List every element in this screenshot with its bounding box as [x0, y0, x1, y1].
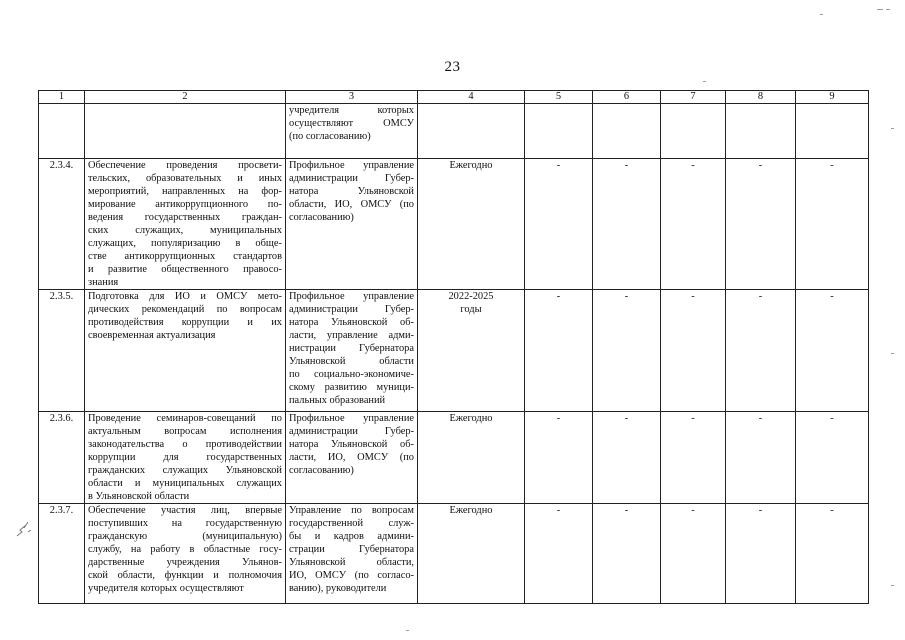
execution-term [418, 159, 525, 290]
responsible-executor-line: осуществляют ОМСУ [289, 118, 414, 129]
header-cell: 1 [39, 91, 85, 104]
header-cell: 3 [286, 91, 418, 104]
table-body [39, 104, 869, 604]
responsible-executor-line: натора Ульяновской об- [289, 317, 414, 328]
measure-description-line: стве антикоррупционных стандартов [88, 251, 282, 262]
measure-description-line: гражданскую (муниципальную) [88, 531, 282, 542]
header-cell: 8 [726, 91, 796, 104]
responsible-executor [286, 504, 418, 604]
responsible-executor-line: Профильное управление [289, 160, 414, 171]
measure-description [85, 290, 286, 412]
measure-description-line: тельских, образовательных и иных [88, 173, 282, 184]
responsible-executor-line: (по согласованию) [289, 131, 371, 142]
measure-description-line: законодательства о противодействии [88, 439, 282, 450]
item-number: 2.3.6. [39, 412, 85, 504]
value-cell: - [525, 290, 593, 412]
measure-description-line: дических рекомендаций по вопросам [88, 304, 282, 315]
responsible-executor-line: государственной служ- [289, 518, 414, 529]
value-cell: - [796, 290, 869, 412]
measure-description-line: служащих, популяризацию в обще- [88, 238, 282, 249]
item-number: 2.3.4. [39, 159, 85, 290]
responsible-executor [286, 159, 418, 290]
value-cell [525, 104, 593, 159]
measure-description-line: учредителя которых осуществляют [88, 583, 244, 594]
responsible-executor-line: ванию), руководители [289, 583, 387, 594]
value-cell: - [726, 504, 796, 604]
measure-description-line: знания [88, 277, 119, 288]
scan-speck [886, 9, 890, 10]
measures-table [38, 90, 869, 604]
responsible-executor-line: Ульяновской области [289, 356, 414, 367]
execution-term [418, 290, 525, 412]
responsible-executor-line: ласти, ИО, ОМСУ (по [289, 452, 414, 463]
value-cell: - [593, 504, 661, 604]
measure-description-line: мирование антикоррупционного по- [88, 199, 282, 210]
value-cell: - [661, 412, 726, 504]
measure-description-line: службу, на работу в областные госу- [88, 544, 282, 555]
responsible-executor-line: натора Ульяновской об- [289, 439, 414, 450]
page-number: 23 [444, 59, 461, 75]
measure-description-line: дарственные учреждения Ульянов- [88, 557, 282, 568]
measure-description-line: Обеспечение участия лиц, впервые [88, 505, 282, 516]
value-cell: - [726, 159, 796, 290]
measure-description-line: своевременная актуализация [88, 330, 216, 341]
measure-description-line: гражданских служащих Ульяновской [88, 465, 282, 476]
scan-speck [703, 81, 706, 82]
responsible-executor-line: пальных образований [289, 395, 386, 406]
value-cell [661, 104, 726, 159]
header-cell: 7 [661, 91, 726, 104]
measure-description-line: в Ульяновской области [88, 491, 190, 502]
responsible-executor [286, 104, 418, 159]
measure-description-line: ведения государственных граждан- [88, 212, 282, 223]
execution-term-line: 2022-2025 [448, 291, 494, 302]
responsible-executor-line: Профильное управление [289, 413, 414, 424]
table-row [39, 104, 869, 159]
value-cell: - [796, 159, 869, 290]
responsible-executor-line: Управление по вопросам [289, 505, 414, 516]
header-cell: 6 [593, 91, 661, 104]
responsible-executor-line: Ульяновской области, [289, 557, 414, 568]
execution-term [418, 104, 525, 159]
responsible-executor-line: ИО, ОМСУ (по согласо- [289, 570, 414, 581]
table-row [39, 290, 869, 412]
value-cell: - [661, 290, 726, 412]
execution-term-line: годы [460, 304, 482, 315]
value-cell: - [593, 290, 661, 412]
header-cell: 2 [85, 91, 286, 104]
value-cell: - [661, 159, 726, 290]
value-cell: - [726, 412, 796, 504]
measure-description-line: Обеспечение проведения просвети- [88, 160, 282, 171]
value-cell: - [525, 159, 593, 290]
measure-description-line: и развитие общественного правосо- [88, 264, 282, 275]
value-cell: - [661, 504, 726, 604]
measure-description-line: области и муниципальных служащих [88, 478, 282, 489]
measure-description [85, 104, 286, 159]
value-cell [593, 104, 661, 159]
responsible-executor-line: администрации Губер- [289, 173, 414, 184]
measure-description-line: поступивших на государственную [88, 518, 282, 529]
measure-description-line: актуальным вопросам исполнения [88, 426, 282, 437]
value-cell [796, 104, 869, 159]
responsible-executor [286, 290, 418, 412]
table-row [39, 159, 869, 290]
responsible-executor-line: по социально-экономиче- [289, 369, 414, 380]
measure-description [85, 412, 286, 504]
header-row [39, 91, 869, 104]
value-cell: - [525, 504, 593, 604]
value-cell [726, 104, 796, 159]
value-cell: - [796, 504, 869, 604]
measure-description-line: мероприятий, направленных на фор- [88, 186, 282, 197]
table-row [39, 504, 869, 604]
measure-description-line: коррупции для государственных [88, 452, 282, 463]
measure-description-line: Проведение семинаров-совещаний по [88, 413, 282, 424]
scan-speck [406, 630, 409, 631]
responsible-executor-line: скому развитию муници- [289, 382, 414, 393]
responsible-executor [286, 412, 418, 504]
value-cell: - [593, 159, 661, 290]
item-number [39, 104, 85, 159]
value-cell: - [726, 290, 796, 412]
measure-description [85, 504, 286, 604]
value-cell: - [796, 412, 869, 504]
responsible-executor-line: Профильное управление [289, 291, 414, 302]
responsible-executor-line: страции Губернатора [289, 544, 414, 555]
measure-description [85, 159, 286, 290]
scan-speck [891, 353, 894, 354]
header-cell: 9 [796, 91, 869, 104]
responsible-executor-line: согласованию) [289, 212, 354, 223]
scan-speck [891, 585, 894, 586]
measure-description-line: Подготовка для ИО и ОМСУ мето- [88, 291, 282, 302]
item-number: 2.3.5. [39, 290, 85, 412]
responsible-executor-line: администрации Губер- [289, 304, 414, 315]
execution-term [418, 504, 525, 604]
header-cell: 4 [418, 91, 525, 104]
execution-term-line: Ежегодно [449, 505, 493, 516]
responsible-executor-line: учредителя которых [289, 105, 414, 116]
measure-description-line: ской области, функции и полномочия [88, 570, 282, 581]
responsible-executor-line: ласти, управление адми- [289, 330, 414, 341]
responsible-executor-line: области, ИО, ОМСУ (по [289, 199, 414, 210]
responsible-executor-line: бы и кадров админи- [289, 531, 414, 542]
scan-speck [877, 9, 883, 10]
value-cell: - [593, 412, 661, 504]
responsible-executor-line: согласованию) [289, 465, 354, 476]
measure-description-line: противодействия коррупции и их [88, 317, 282, 328]
value-cell: - [525, 412, 593, 504]
table-row [39, 412, 869, 504]
scan-scribble-icon [14, 518, 34, 540]
responsible-executor-line: натора Ульяновской [289, 186, 414, 197]
execution-term-line: Ежегодно [449, 413, 493, 424]
responsible-executor-line: нистрации Губернатора [289, 343, 414, 354]
execution-term [418, 412, 525, 504]
scan-speck [891, 128, 894, 129]
item-number: 2.3.7. [39, 504, 85, 604]
header-cell: 5 [525, 91, 593, 104]
execution-term-line: Ежегодно [449, 160, 493, 171]
scan-speck [820, 14, 823, 15]
measure-description-line: ских служащих, муниципальных [88, 225, 282, 236]
responsible-executor-line: администрации Губер- [289, 426, 414, 437]
